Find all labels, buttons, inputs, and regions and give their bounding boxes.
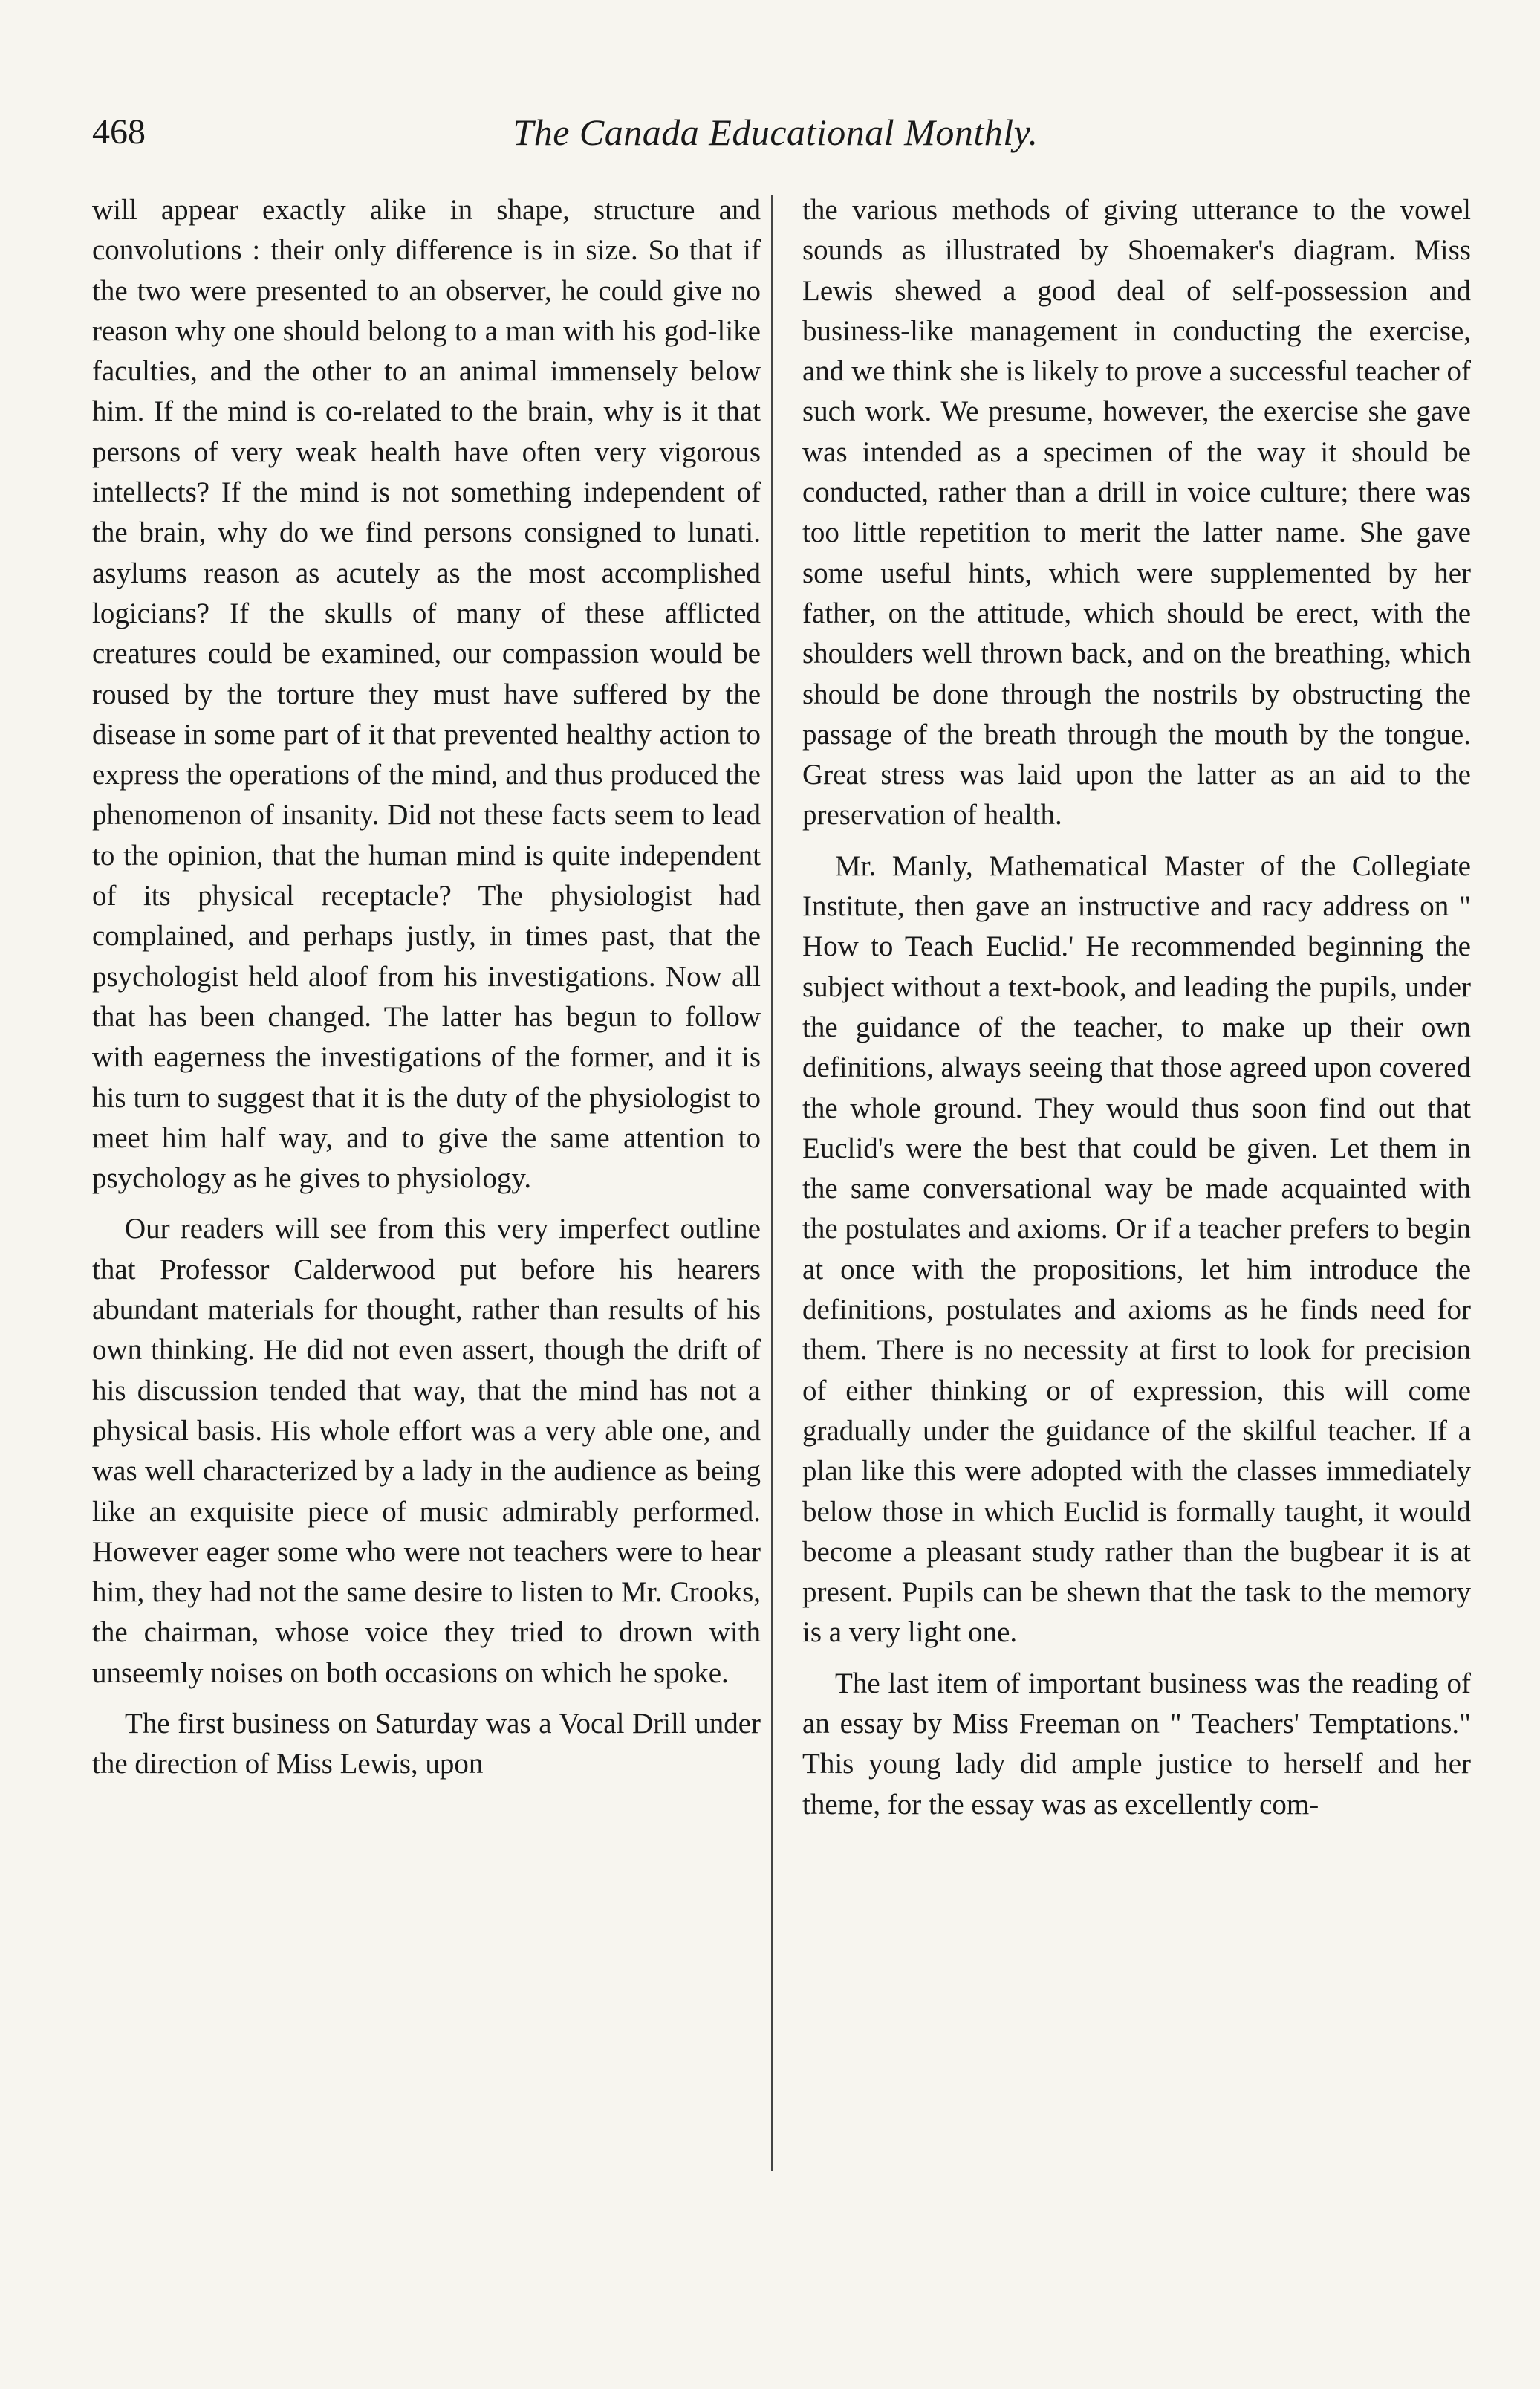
- column-divider: [771, 195, 773, 2171]
- paragraph-vocal-drill-start: The first business on Saturday was a Vocal Drill under the direction of Miss Lewis, upon: [92, 1707, 761, 1780]
- paragraph-essay: The last item of important business was the reading of an essay by Miss Freeman on " Teachers' Temptations." This young lady did ample justice to herself and her theme, for the essay was as excellently com-: [802, 1667, 1471, 1821]
- left-column: [92, 190, 761, 1785]
- paragraph-calderwood: Our readers will see from this very imperfect outline that Professor Calderwood put before his hearers abundant materials for thought, rather than results of his own thinking. He did not even assert, though the drift of his discussion tended that way, that the mind has not a physical basis. His whole effort was a very able one, and was well characterized by a lady in the audience as being like an exquisite piece of music admirably performed. However eager some who were not teachers were to hear him, they had not the same desire to listen to Mr. Crooks, the chairman, whose voice they tried to drown with unseemly noises on both occasions on which he spoke.: [92, 1213, 761, 1689]
- page-number: 468: [92, 112, 146, 152]
- page-header: [92, 111, 1459, 171]
- paragraph-vocal-drill-cont: the various methods of giving utterance to the vowel sounds as illustrated by Shoemaker's diagram. Miss Lewis shewed a good deal of self-possession and business-like management in conducting the exercise, and we think she is likely to prove a successful teacher of such work. We presume, however, the exercise she gave was intended as a specimen of the way it should be conducted, rather than a drill in voice culture; there was too little repetition to merit the latter name. She gave some useful hints, which were supplemented by her father, on the attitude, which should be erect, with the shoulders well thrown back, and on the breathing, which should be done through the nostrils by obstructing the passage of the breath through the mouth by the tongue. Great stress was laid upon the latter as an aid to the preservation of health.: [802, 194, 1471, 832]
- right-column: [802, 190, 1471, 1825]
- running-title: The Canada Educational Monthly.: [513, 111, 1039, 153]
- paragraph-euclid: Mr. Manly, Mathematical Master of the Collegiate Institute, then gave an instructive and racy address on " How to Teach Euclid.' He recommended beginning the subject without a text-book, and leading the pupils, under the guidance of the teacher, to make up their own definitions, always seeing that those agreed upon covered the whole ground. They would thus soon find out that Euclid's were the best that could be given. Let them in the same conversational way be made acquainted with the postulates and axioms. Or if a teacher prefers to begin at once with the propositions, let him introduce the definitions, postulates and axioms as he finds need for them. There is no necessity at first to look for precision of either thinking or of expression, this will come gradually under the guidance of the skilful teacher. If a plan like this were adopted with the classes immediately below those in which Euclid is formally taught, it would become a pleasant study rather than the bugbear it is at present. Pupils can be shewn that the task to the memory is a very light one.: [802, 849, 1471, 1649]
- paragraph-mind-brain: will appear exactly alike in shape, structure and convolutions : their only difference is in size. So that if the two were presented to an observer, he could give no reason why one should belong to a man with his god-like faculties, and the other to an animal immensely below him. If the mind is co-related to the brain, why is it that persons of very weak health have often very vigorous intellects? If the mind is not something independent of the brain, why do we find persons consigned to lunati. asylums reason as acutely as the most accomplished logicians? If the skulls of many of these afflicted creatures could be examined, our compassion would be roused by the torture they must have suffered by the disease in some part of it that prevented healthy action to express the operations of the mind, and thus produced the phenomenon of insanity. Did not these facts seem to lead to the opinion, that the human mind is quite independent of its physical receptacle? The physiologist had complained, and perhaps justly, in times past, that the psychologist held aloof from his investigations. Now all that has been changed. The latter has begun to follow with eagerness the investigations of the former, and it is his turn to suggest that it is the duty of the physiologist to meet him half way, and to give the same attention to psychology as he gives to physiology.: [92, 194, 761, 1195]
